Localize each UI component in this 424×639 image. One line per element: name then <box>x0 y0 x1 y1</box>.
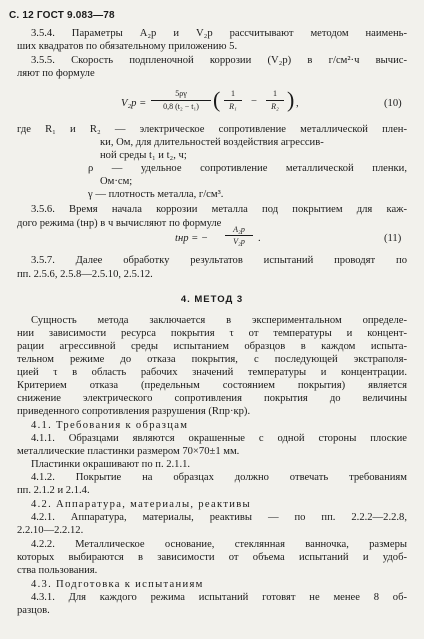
method-line-2: нии зависимости ресурса покрытия τ от температуры и концент- <box>17 328 407 339</box>
formula-10-open-paren: ( <box>213 87 221 112</box>
para-4-2-2-line-1: 4.2.2. Металлическое основание, стеклянная ванночка, размеры <box>31 539 407 550</box>
formula-10-fraction-bar <box>151 100 211 101</box>
para-4-2-1-line-2: 2.2.10—2.2.12. <box>17 525 84 536</box>
heading-4-1: 4.1. Требования к образцам <box>31 420 189 431</box>
formula-10-comma: , <box>296 98 299 109</box>
para-3-5-7-line-1: 3.5.7. Далее обработку результатов испытаний проводят по <box>31 255 407 266</box>
method-line-6: Критерием отказа (предельным состоянием покрытия) является <box>17 380 407 391</box>
formula-11-fraction-bar <box>225 235 253 236</box>
method-line-3: рации агрессивной среды испытанием образцов в каждом испыта- <box>17 341 407 352</box>
para-4-3-1-line-2: разцов. <box>17 605 50 616</box>
para-4-2-2-line-2: которых выбираются в зависимости от объема испытаний и удоб- <box>17 552 407 563</box>
formula-10-inner-num-2: 1 <box>273 89 277 98</box>
para-4-1-1-line-1: 4.1.1. Образцами являются окрашенные с одной стороны плоские <box>31 433 407 444</box>
para-3-5-4-line-1: 3.5.4. Параметры A₂р и V₂р рассчитывают методом наимень- <box>31 28 407 39</box>
formula-10-numerator: 5ργ <box>175 89 187 98</box>
para-3-5-4-line-2: ших квадратов по обязательному приложению 5. <box>17 41 238 52</box>
heading-4-2: 4.2. Аппаратура, материалы, реактивы <box>31 499 251 510</box>
para-3-5-5-line-2: ляют по формуле <box>17 68 95 79</box>
formula-10-number: (10) <box>384 98 402 109</box>
rho-line-1: ρ — удельное сопротивление металлической пленки, <box>88 163 407 174</box>
formula-11-number: (11) <box>384 233 402 244</box>
formula-10-inner-bar-2 <box>266 100 284 101</box>
para-3-5-6-line-1: 3.5.6. Время начала коррозии металла под покрытием для каж- <box>31 204 407 215</box>
formula-10-inner-bar-1 <box>224 100 242 101</box>
formula-10-denominator: 0,8 (t₂ − t₁) <box>163 102 199 111</box>
formula-10-minus: − <box>251 96 257 107</box>
method-line-5: цией τ в область рабочих значений температуры и концентрации. <box>17 367 407 378</box>
para-4-2-2-line-3: ства пользования. <box>17 565 98 576</box>
para-4-1-2-line-2: пп. 2.1.2 и 2.1.4. <box>17 485 90 496</box>
para-4-1-1-line-2: металлические пластинки размером 70×70±1 мм. <box>17 446 240 457</box>
formula-10-lhs: V₂р = <box>121 98 147 109</box>
method-line-8: приведенного сопротивления разрушения (Rпр·кр). <box>17 406 251 417</box>
formula-10-close-paren: ) <box>287 87 295 112</box>
formula-10-inner-den-1: R₁ <box>229 102 237 111</box>
formula-11-denominator: V₂р <box>233 237 245 246</box>
gamma-line: γ — плотность металла, г/см³. <box>88 189 224 200</box>
formula-10-inner-num-1: 1 <box>231 89 235 98</box>
page-header: С. 12 ГОСТ 9.083—78 <box>9 10 115 21</box>
para-4-3-1-line-1: 4.3.1. Для каждого режима испытаний готовят не менее 8 об- <box>31 592 407 603</box>
para-3-5-7-line-2: пп. 2.5.6, 2.5.8—2.5.10, 2.5.12. <box>17 269 153 280</box>
para-4-1-1-line-3: Пластинки окрашивают по п. 2.1.1. <box>31 459 191 470</box>
formula-11-numerator: A₂р <box>233 225 245 234</box>
para-4-2-1-line-1: 4.2.1. Аппаратура, материалы, реактивы — по пп. 2.2.2—2.2.8, <box>31 512 407 523</box>
formula-10-inner-den-2: R₂ <box>271 102 279 111</box>
method-line-1: Сущность метода заключается в экспериментальном определе- <box>31 315 407 326</box>
where-line-2: ки, Ом, для длительностей воздействия агрессив- <box>100 137 324 148</box>
formula-11-period: . <box>258 233 261 244</box>
method-line-4: тельном режиме до отказа покрытия, с последующей экстраполя- <box>17 354 407 365</box>
method-line-7: снижение электрического сопротивления покрытия до величины <box>17 393 407 404</box>
section-heading: 4. МЕТОД 3 <box>180 294 244 305</box>
para-3-5-5-line-1: 3.5.5. Скорость подпленочной коррозии (V₂р) в г/см²·ч вычис- <box>31 55 407 66</box>
where-line-3: ной среды t₁ и t₂, ч; <box>100 150 187 161</box>
where-line-1: где R₁ и R₂ — электрическое сопротивление металлической плен- <box>17 124 407 135</box>
heading-4-3: 4.3. Подготовка к испытаниям <box>31 579 204 590</box>
formula-11-lhs: tнр = − <box>175 233 209 244</box>
rho-line-2: Ом·см; <box>100 176 133 187</box>
para-3-5-6-line-2: дого режима (tнр) в ч вычисляют по формуле <box>17 218 222 229</box>
para-4-1-2-line-1: 4.1.2. Покрытие на образцах должно отвечать требованиям <box>31 472 407 483</box>
